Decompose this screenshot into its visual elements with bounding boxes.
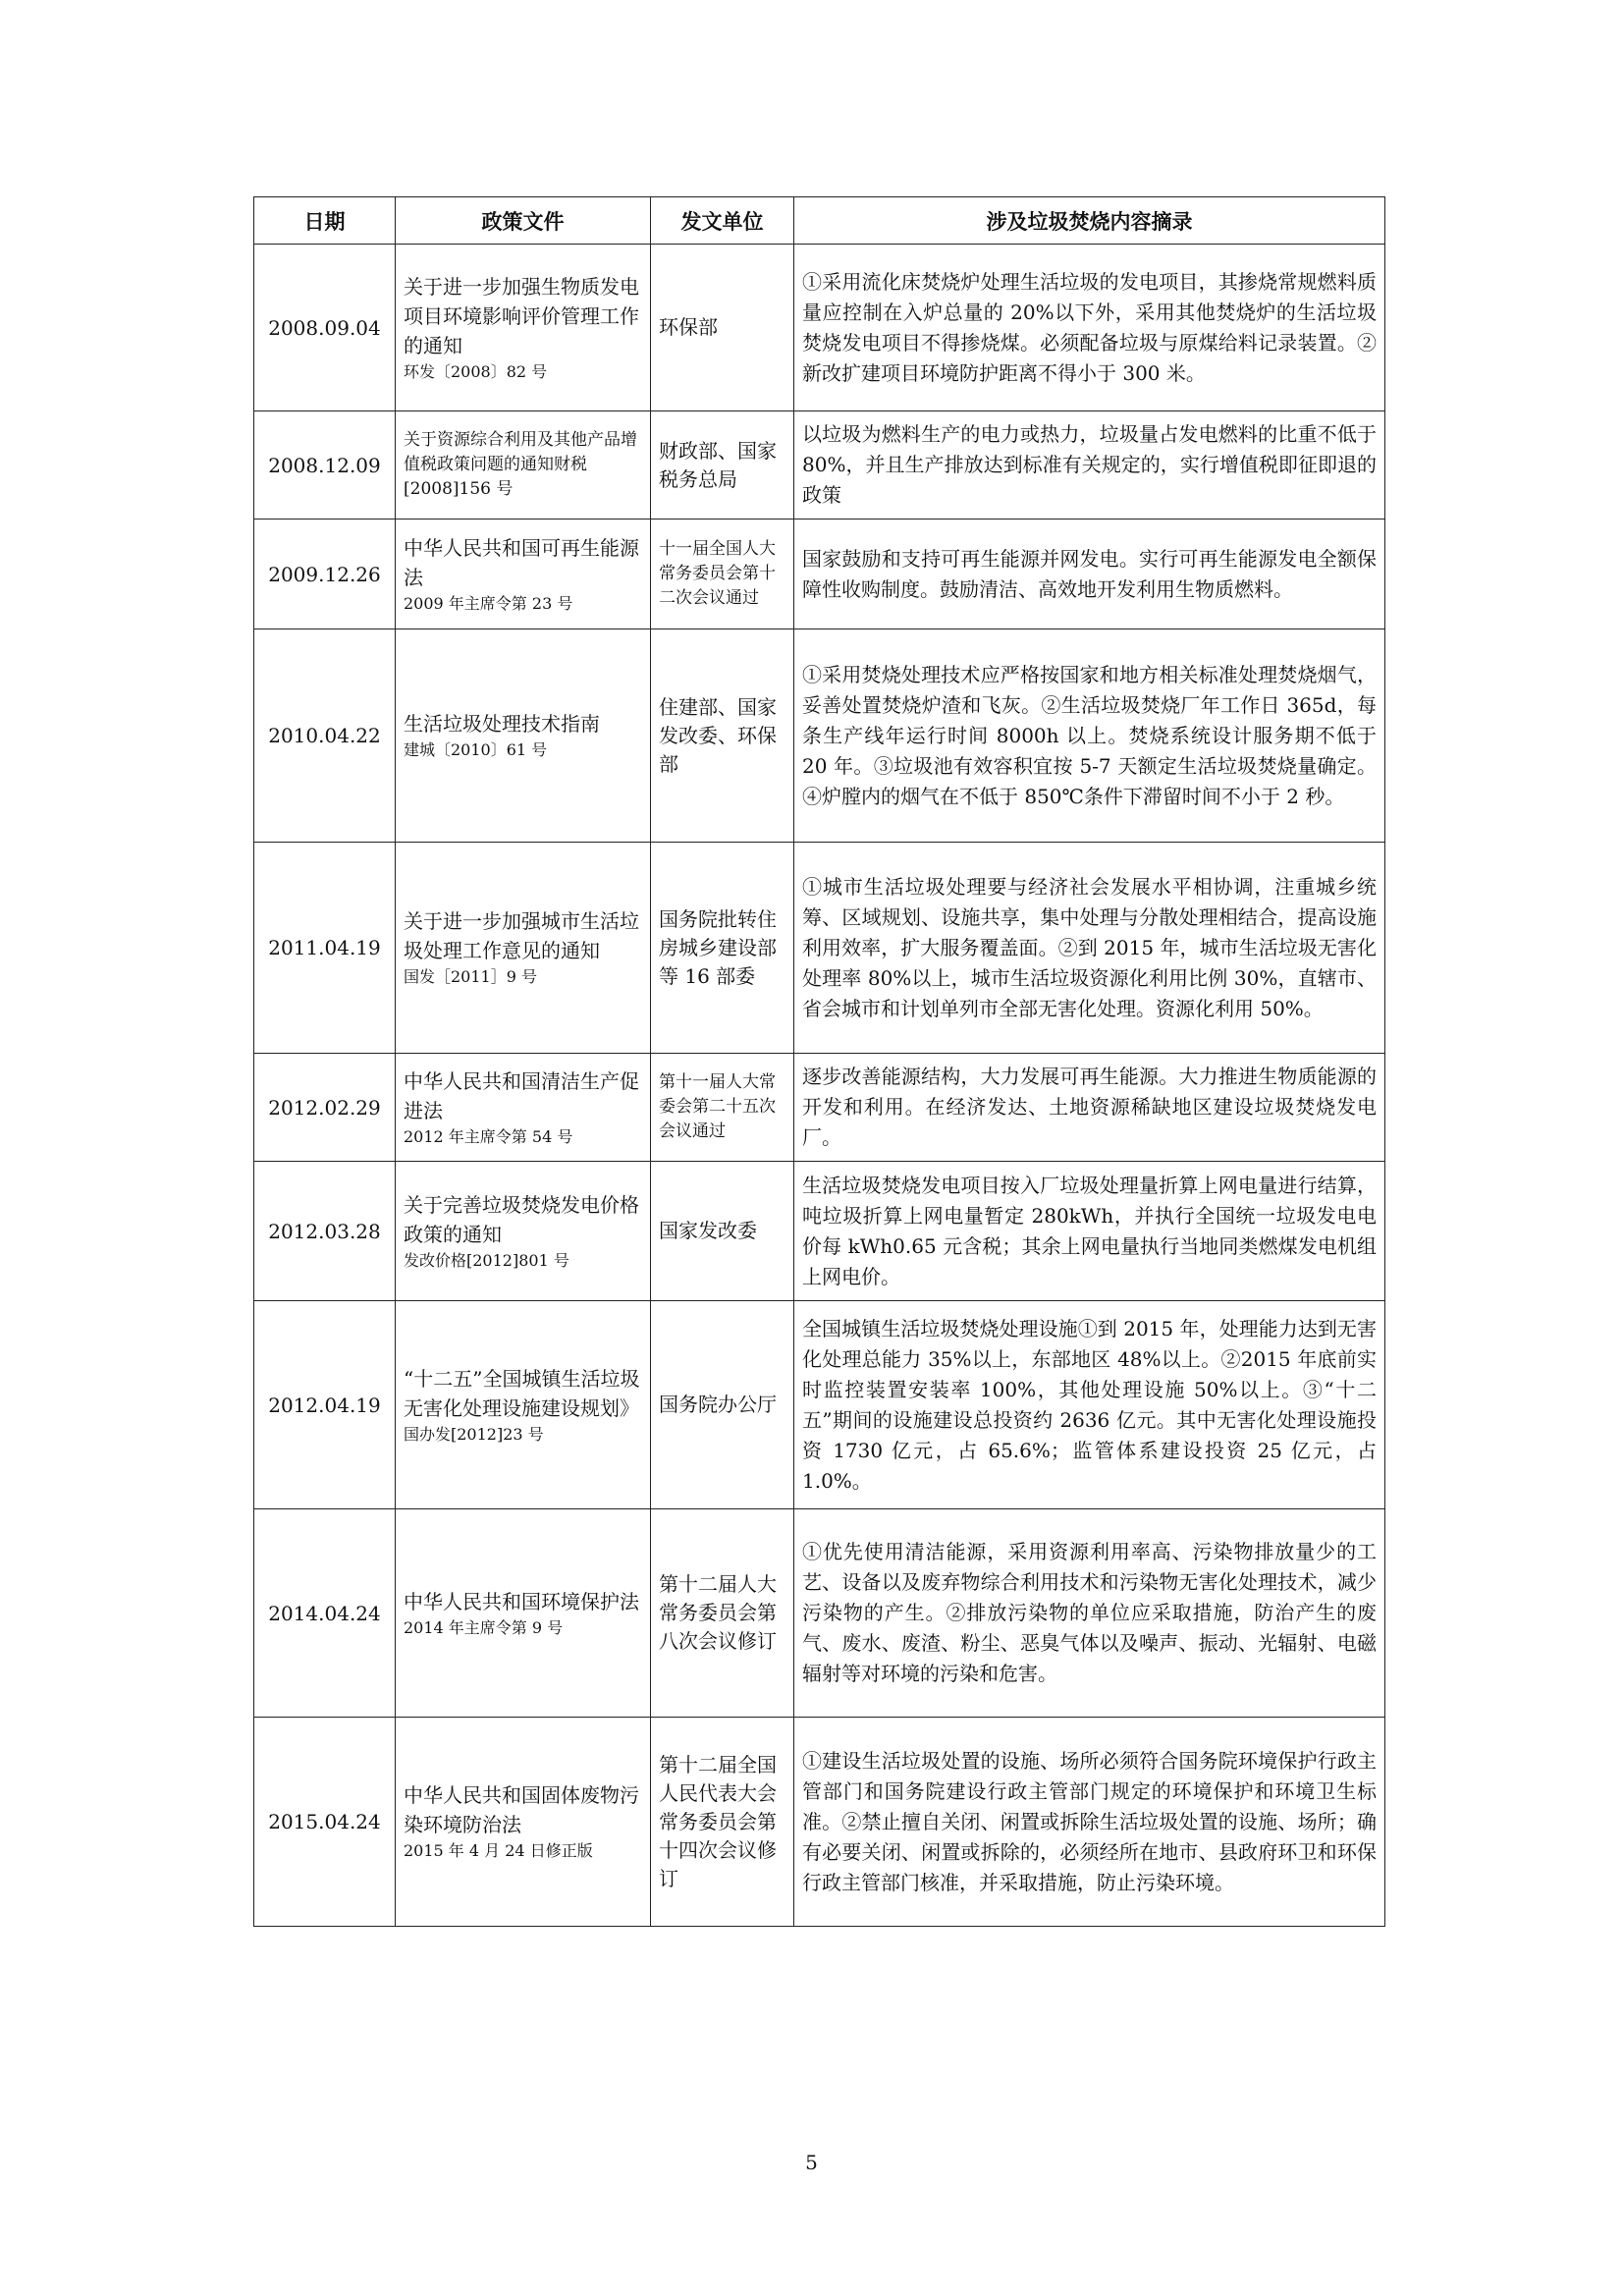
cell-issuer: 第十一届人大常委会第二十五次会议通过: [651, 1054, 794, 1162]
policy-table-container: [253, 196, 1384, 1927]
cell-date: 2008.12.09: [254, 411, 396, 519]
cell-document: [396, 843, 651, 1054]
cell-date: 2015.04.24: [254, 1718, 396, 1927]
cell-date: 2014.04.24: [254, 1509, 396, 1718]
table-row: [254, 1509, 1385, 1718]
cell-date: 2012.04.19: [254, 1301, 396, 1509]
cell-document: [396, 519, 651, 629]
cell-date: 2012.02.29: [254, 1054, 396, 1162]
document-number: 建城〔2010〕61 号: [404, 740, 548, 759]
document-title: 中华人民共和国可再生能源法: [404, 535, 639, 589]
cell-issuer: 十一届全国人大常务委员会第十二次会议通过: [651, 519, 794, 629]
document-number: 2012 年主席令第 54 号: [404, 1126, 573, 1146]
table-row: [254, 1162, 1385, 1301]
cell-date: 2012.03.28: [254, 1162, 396, 1301]
cell-issuer: 环保部: [651, 245, 794, 411]
cell-content: 逐步改善能源结构，大力发展可再生能源。大力推进生物质能源的开发和利用。在经济发达、土地资源稀缺地区建设垃圾焚烧发电厂。: [794, 1054, 1385, 1162]
cell-date: 2011.04.19: [254, 843, 396, 1054]
table-row: [254, 245, 1385, 411]
cell-content: ①采用焚烧处理技术应严格按国家和地方相关标准处理焚烧烟气，妥善处置焚烧炉渣和飞灰。②生活垃圾焚烧厂年工作日 365d，每条生产线年运行时间 8000h 以上。焚烧系统设计服务期不低于 20 年。③垃圾池有效容积宜按 5-7 天额定生活垃圾焚烧量确定。④炉膛内的烟气在不低于 850℃条件下滞留时间不小于 2 秒。: [794, 629, 1385, 843]
cell-issuer: 国家发改委: [651, 1162, 794, 1301]
header-issuer: 发文单位: [651, 197, 794, 245]
document-title: 关于进一步加强城市生活垃圾处理工作意见的通知: [404, 909, 639, 962]
document-number: 国办发[2012]23 号: [404, 1424, 544, 1444]
cell-date: 2008.09.04: [254, 245, 396, 411]
cell-content: ①优先使用清洁能源，采用资源利用率高、污染物排放量少的工艺、设备以及废弃物综合利用技术和污染物无害化处理技术，减少污染物的产生。②排放污染物的单位应采取措施，防治产生的废气、废水、废渣、粉尘、恶臭气体以及噪声、振动、光辐射、电磁辐射等对环境的污染和危害。: [794, 1509, 1385, 1718]
cell-document: [396, 629, 651, 843]
document-number: 环发〔2008〕82 号: [404, 361, 548, 381]
document-title: 关于进一步加强生物质发电项目环境影响评价管理工作的通知: [404, 274, 639, 357]
cell-content: 以垃圾为燃料生产的电力或热力，垃圾量占发电燃料的比重不低于 80%，并且生产排放达到标准有关规定的，实行增值税即征即退的政策: [794, 411, 1385, 519]
table-row: [254, 1718, 1385, 1927]
document-title: “十二五”全国城镇生活垃圾无害化处理设施建设规划》: [404, 1366, 640, 1420]
cell-content: ①建设生活垃圾处置的设施、场所必须符合国务院环境保护行政主管部门和国务院建设行政主管部门规定的环境保护和环境卫生标准。②禁止擅自关闭、闲置或拆除生活垃圾处置的设施、场所；确有必要关闭、闲置或拆除的，必须经所在地市、县政府环卫和环保行政主管部门核准，并采取措施，防止污染环境。: [794, 1718, 1385, 1927]
cell-document: [396, 411, 651, 519]
document-title: 中华人民共和国固体废物污染环境防治法: [404, 1783, 639, 1836]
table-row: [254, 519, 1385, 629]
cell-content: 生活垃圾焚烧发电项目按入厂垃圾处理量折算上网电量进行结算，吨垃圾折算上网电量暂定 280kWh，并执行全国统一垃圾发电电价每 kWh0.65 元含税；其余上网电量执行当地同类燃煤发电机组上网电价。: [794, 1162, 1385, 1301]
document-number: 2015 年 4 月 24 日修正版: [404, 1841, 593, 1860]
cell-issuer: 财政部、国家税务总局: [651, 411, 794, 519]
cell-document: [396, 1509, 651, 1718]
cell-document: [396, 1301, 651, 1509]
table-row: [254, 1301, 1385, 1509]
cell-content: 全国城镇生活垃圾焚烧处理设施①到 2015 年，处理能力达到无害化处理总能力 35%以上，东部地区 48%以上。②2015 年底前实时监控装置安装率 100%，其他处理设施 50%以上。③“十二五”期间的设施建设总投资约 2636 亿元。其中无害化处理设施投资 1730 亿元，占 65.6%；监管体系建设投资 25 亿元，占 1.0%。: [794, 1301, 1385, 1509]
cell-issuer: 国务院办公厅: [651, 1301, 794, 1509]
page-number: 5: [805, 2151, 818, 2174]
table-row: [254, 843, 1385, 1054]
header-document: 政策文件: [396, 197, 651, 245]
document-number: 2009 年主席令第 23 号: [404, 593, 573, 613]
cell-issuer: 第十二届人大常务委员会第八次会议修订: [651, 1509, 794, 1718]
table-row: [254, 411, 1385, 519]
cell-date: 2010.04.22: [254, 629, 396, 843]
document-title: 中华人民共和国环境保护法: [404, 1589, 639, 1613]
header-date: 日期: [254, 197, 396, 245]
document-title: 中华人民共和国清洁生产促进法: [404, 1068, 639, 1122]
cell-content: ①城市生活垃圾处理要与经济社会发展水平相协调，注重城乡统筹、区域规划、设施共享，集中处理与分散处理相结合，提高设施利用效率，扩大服务覆盖面。②到 2015 年，城市生活垃圾无害化处理率 80%以上，城市生活垃圾资源化利用比例 30%，直辖市、省会城市和计划单列市全部无害化处理。资源化利用 50%。: [794, 843, 1385, 1054]
document-number: 2014 年主席令第 9 号: [404, 1617, 564, 1637]
table-header-row: [254, 197, 1385, 245]
document-title: 关于资源综合利用及其他产品增值税政策问题的通知财税[2008]156 号: [404, 430, 637, 499]
table-row: [254, 629, 1385, 843]
cell-document: [396, 1054, 651, 1162]
policy-table: [253, 196, 1385, 1927]
document-number: 国发［2011］9 号: [404, 967, 537, 986]
cell-issuer: 国务院批转住房城乡建设部等 16 部委: [651, 843, 794, 1054]
cell-document: [396, 1718, 651, 1927]
cell-content: ①采用流化床焚烧炉处理生活垃圾的发电项目，其掺烧常规燃料质量应控制在入炉总量的 20%以下外，采用其他焚烧炉的生活垃圾焚烧发电项目不得掺烧煤。必须配备垃圾与原煤给料记录装置。②新改扩建项目环境防护距离不得小于 300 米。: [794, 245, 1385, 411]
cell-date: 2009.12.26: [254, 519, 396, 629]
cell-issuer: 第十二届全国人民代表大会常务委员会第十四次会议修订: [651, 1718, 794, 1927]
document-title: 生活垃圾处理技术指南: [404, 712, 600, 736]
cell-document: [396, 1162, 651, 1301]
cell-issuer: 住建部、国家发改委、环保部: [651, 629, 794, 843]
table-row: [254, 1054, 1385, 1162]
header-content: 涉及垃圾焚烧内容摘录: [794, 197, 1385, 245]
document-number: 发改价格[2012]801 号: [404, 1250, 569, 1270]
cell-content: 国家鼓励和支持可再生能源并网发电。实行可再生能源发电全额保障性收购制度。鼓励清洁、高效地开发利用生物质燃料。: [794, 519, 1385, 629]
document-title: 关于完善垃圾焚烧发电价格政策的通知: [404, 1192, 639, 1246]
cell-document: [396, 245, 651, 411]
